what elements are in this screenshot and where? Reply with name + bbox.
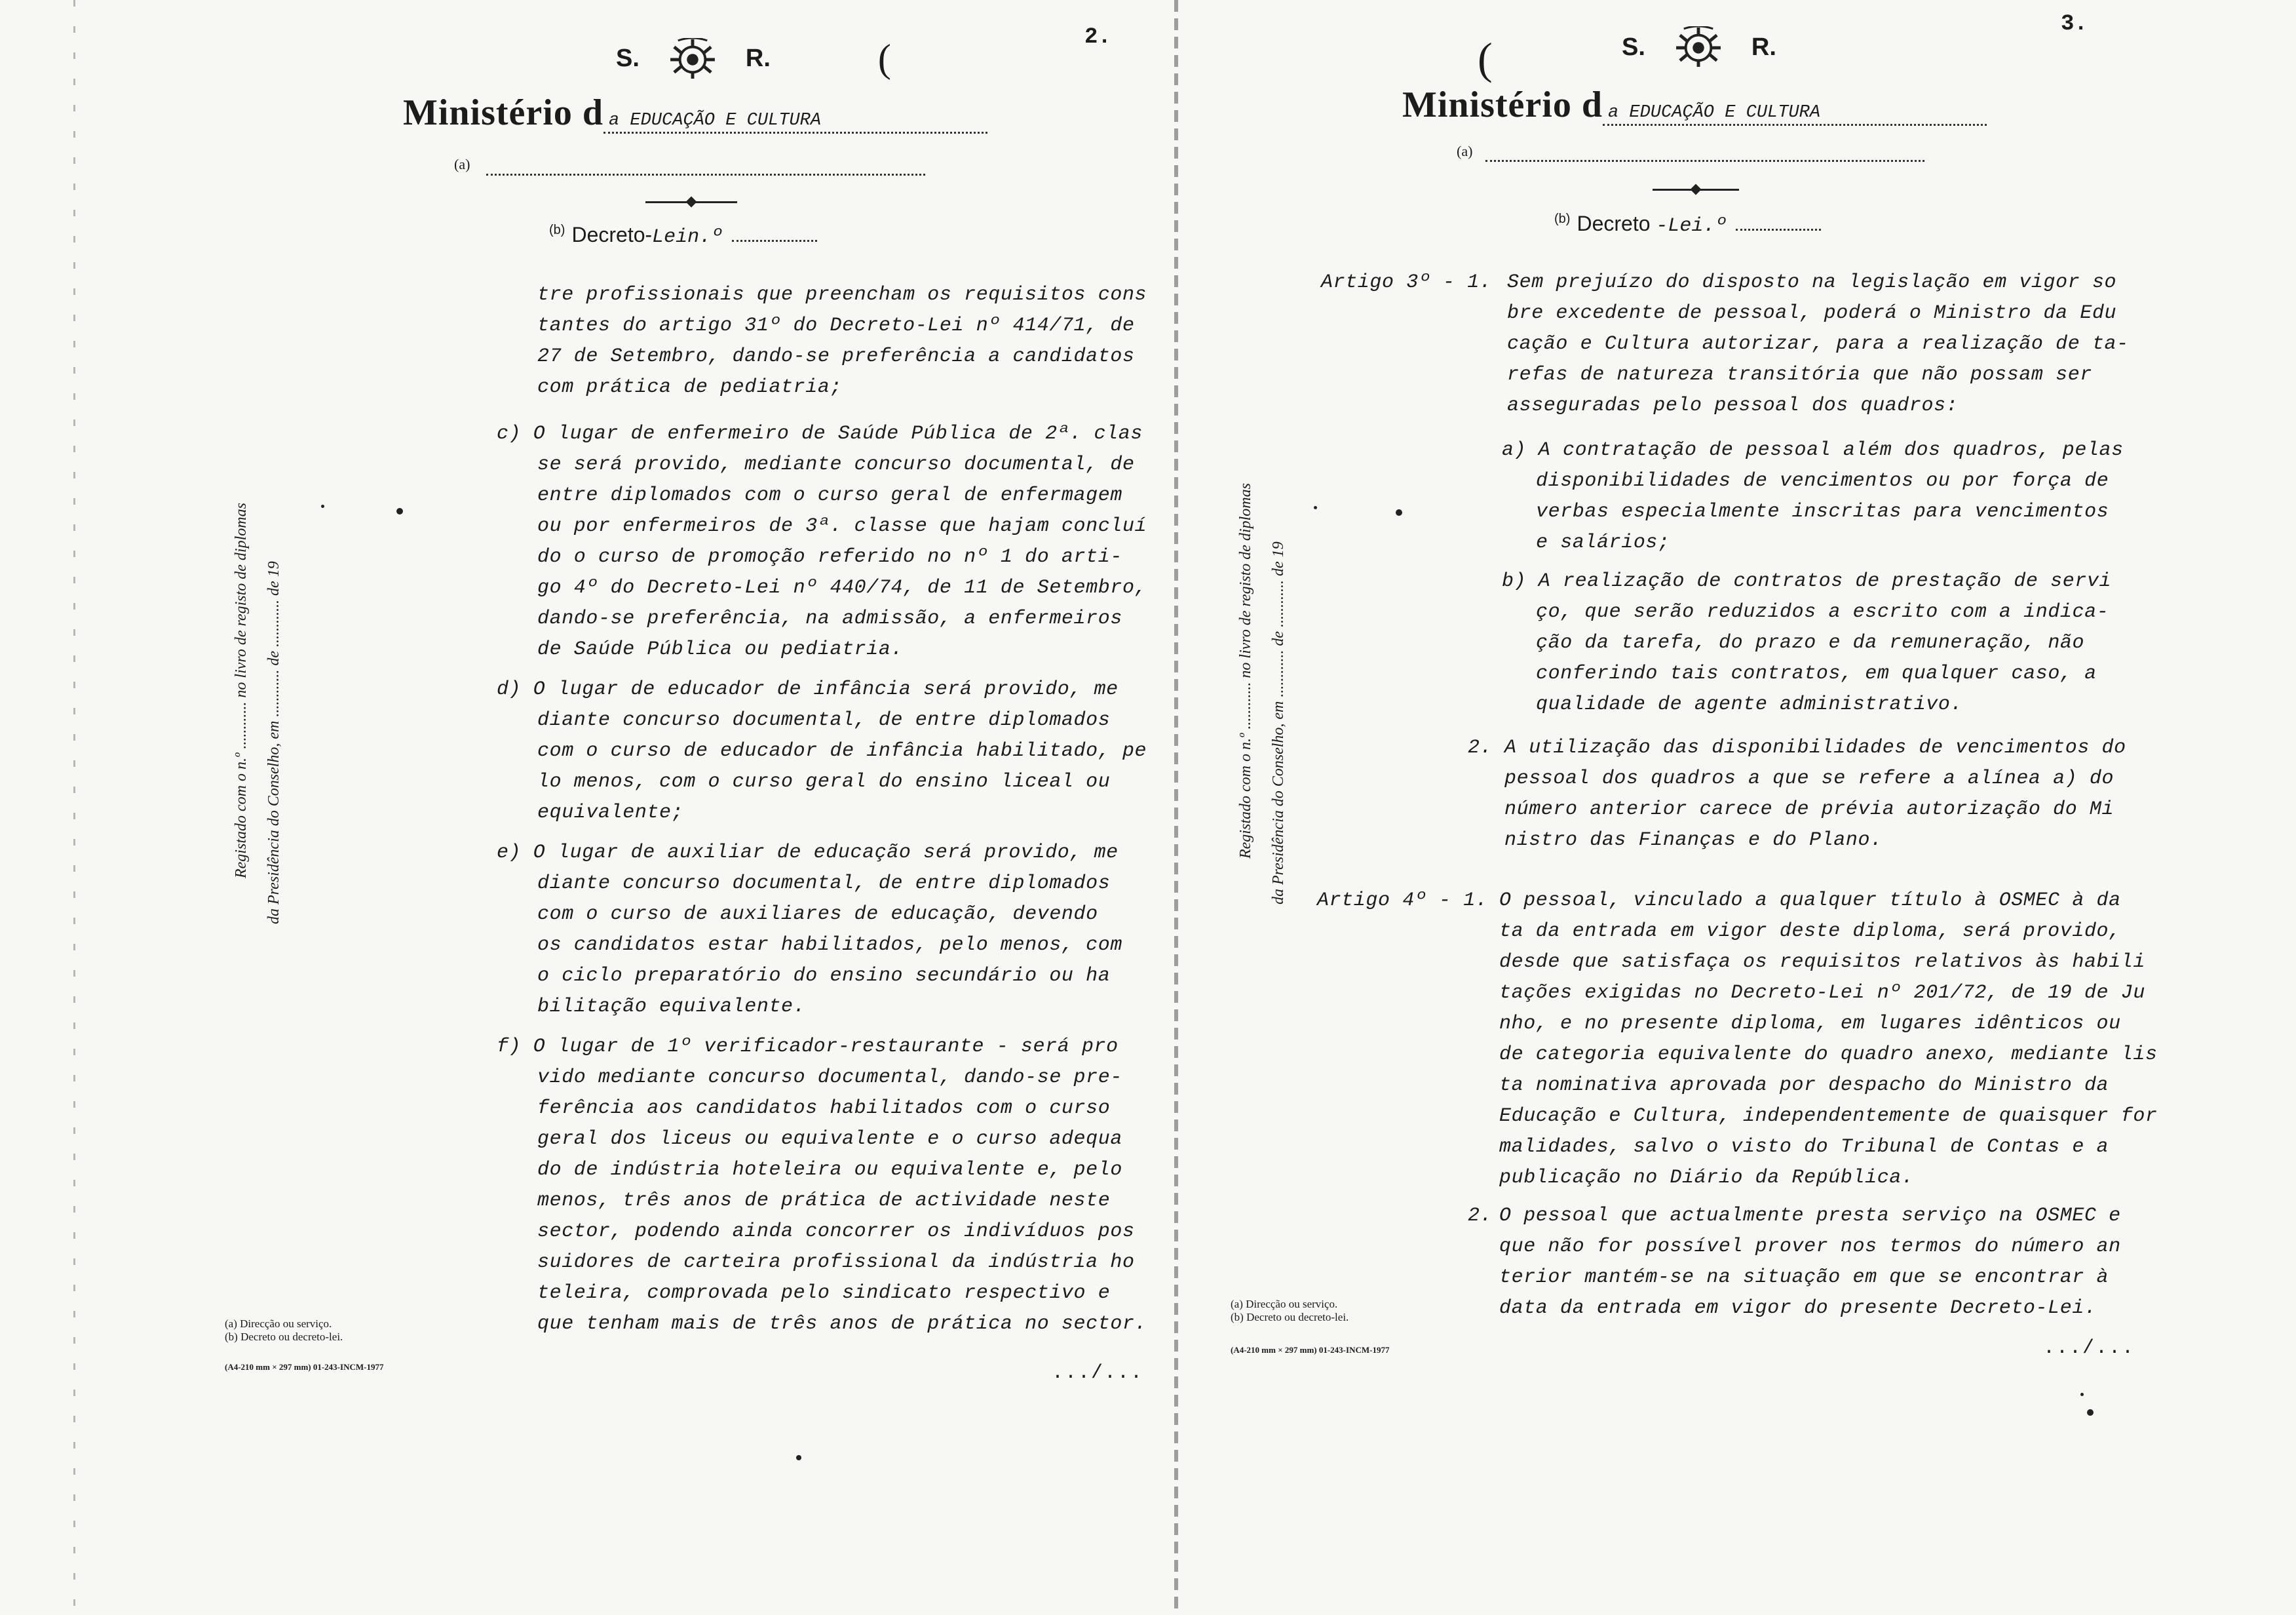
- body-line: refas de natureza transitória que não possam ser: [1507, 364, 2092, 386]
- body-line: terior mantém-se na situação em que se encontrar à: [1499, 1266, 2109, 1289]
- ink-speck: [321, 505, 324, 508]
- body-line: diante concurso documental, de entre diplomados: [537, 709, 1111, 731]
- body-line: pessoal dos quadros a que se refere a alínea a) do: [1504, 768, 2114, 790]
- body-line: go 4º do Decreto-Lei nº 440/74, de 11 de Setembro,: [537, 577, 1147, 599]
- imprint: (A4-210 mm × 297 mm) 01-243-INCM-1977: [1231, 1345, 1390, 1355]
- field-a-label: (a): [454, 156, 470, 172]
- body-line: com o curso de educador de infância habilitado, pe: [537, 740, 1147, 762]
- body-line: e salários;: [1536, 532, 1670, 554]
- decreto-label: Decreto: [1577, 212, 1656, 235]
- field-a-label: (a): [1457, 143, 1473, 159]
- body-line: de Saúde Pública ou pediatria.: [537, 638, 904, 661]
- body-line: qualidade de agente administrativo.: [1536, 693, 1963, 716]
- ministry-label: Ministério d: [1402, 85, 1603, 125]
- body-line: b) A realização de contratos de prestação de servi: [1502, 570, 2112, 593]
- body-line: se será provido, mediante concurso documental, de: [537, 454, 1135, 476]
- body-line: número anterior carece de prévia autorização do Mi: [1504, 798, 2114, 821]
- field-a-line: [486, 174, 925, 176]
- vertical-note-1: Registado com o n.º ............ no livro de registo de diplomas: [233, 503, 250, 878]
- footnote-a: (a) Direcção ou serviço.: [225, 1317, 332, 1330]
- decreto-line: [549, 223, 817, 248]
- decreto-dots: [732, 240, 817, 242]
- body-line: Educação e Cultura, independentemente de quaisquer for: [1499, 1105, 2158, 1127]
- continuation-mark: .../...: [1052, 1362, 1144, 1384]
- body-line: teleira, comprovada pelo sindicato respectivo e: [537, 1282, 1111, 1304]
- body-line: verbas especialmente inscritas para vencimentos: [1536, 501, 2109, 523]
- body-line: disponibilidades de vencimentos ou por força de: [1536, 470, 2109, 492]
- body-line: com o curso de auxiliares de educação, devendo: [537, 903, 1098, 925]
- body-line: que tenham mais de três anos de prática no sector.: [537, 1313, 1147, 1335]
- body-line: tre profissionais que preencham os requisitos cons: [537, 284, 1147, 306]
- artigo-3-item-2-label: 2.: [1468, 737, 1493, 759]
- body-line: c) O lugar de enfermeiro de Saúde Pública de 2ª. clas: [497, 423, 1143, 445]
- artigo-4-label: Artigo 4º - 1.: [1317, 889, 1488, 912]
- body-line: a) A contratação de pessoal além dos quadros, pelas: [1502, 439, 2124, 461]
- ministry-value: a EDUCAÇÃO E CULTURA: [603, 111, 987, 134]
- body-line: dando-se preferência, na admissão, a enfermeiros: [537, 608, 1122, 630]
- body-line: geral dos liceus ou equivalente e o curso adequa: [537, 1128, 1122, 1150]
- vertical-note-2: da Presidência do Conselho, em ............ de ............ de 19: [265, 561, 282, 924]
- body-line: ço, que serão reduzidos a escrito com a indica-: [1536, 601, 2109, 623]
- body-line: do de indústria hoteleira ou equivalente e, pelo: [537, 1159, 1122, 1181]
- body-line: ou por enfermeiros de 3ª. classe que hajam concluí: [537, 515, 1147, 537]
- body-line: sector, podendo ainda concorrer os indivíduos pos: [537, 1220, 1135, 1243]
- body-line: que não for possível prover nos termos do número an: [1499, 1236, 2121, 1258]
- header-mark: (: [1478, 33, 1493, 83]
- body-line: ta da entrada em vigor deste diploma, será provido,: [1499, 920, 2121, 943]
- vertical-note-1: Registado com o n.º ............ no livro de registo de diplomas: [1237, 483, 1254, 859]
- body-line: cação e Cultura autorizar, para a realização de ta-: [1507, 333, 2129, 355]
- decreto-sup: (b): [1554, 212, 1571, 227]
- body-line: asseguradas pelo pessoal dos quadros:: [1507, 395, 1959, 417]
- footnote-b: (b) Decreto ou decreto-lei.: [1231, 1311, 1349, 1323]
- footnotes: [225, 1317, 343, 1344]
- body-line: bre excedente de pessoal, poderá o Ministro da Edu: [1507, 302, 2117, 324]
- header-r: R.: [1751, 33, 1776, 61]
- body-line: nho, e no presente diploma, em lugares idênticos ou: [1499, 1013, 2121, 1035]
- body-line: lo menos, com o curso geral do ensino liceal ou: [537, 771, 1111, 793]
- body-line: O pessoal, vinculado a qualquer título à OSMEC à da: [1499, 889, 2121, 912]
- ministry-line: [403, 92, 987, 134]
- ink-speck: [396, 508, 403, 515]
- artigo-4-item-2-label: 2.: [1468, 1205, 1493, 1227]
- vertical-note-2: da Presidência do Conselho, em ............ de ............ de 19: [1270, 541, 1287, 905]
- decreto-label: Decreto-: [571, 223, 653, 246]
- ministry-label: Ministério d: [403, 92, 603, 133]
- body-line: publicação no Diário da República.: [1499, 1167, 1914, 1189]
- ink-speck: [796, 1455, 801, 1460]
- ink-speck: [2087, 1409, 2094, 1416]
- body-line: d) O lugar de educador de infância será provido, me: [497, 678, 1119, 701]
- body-line: desde que satisfaça os requisitos relativos às habili: [1499, 951, 2145, 973]
- header-mark: (: [877, 37, 891, 80]
- body-line: A utilização das disponibilidades de vencimentos do: [1504, 737, 2126, 759]
- body-line: suidores de carteira profissional da indústria ho: [537, 1251, 1135, 1274]
- body-line: entre diplomados com o curso geral de enfermagem: [537, 484, 1122, 507]
- decreto-lei: Lein.º: [652, 226, 723, 248]
- body-line: de categoria equivalente do quadro anexo, mediante lis: [1499, 1043, 2158, 1066]
- ministry-line: [1402, 84, 1987, 126]
- body-line: tações exigidas no Decreto-Lei nº 201/72, de 19 de Ju: [1499, 982, 2145, 1004]
- body-line: tantes do artigo 31º do Decreto-Lei nº 414/71, de: [537, 315, 1135, 337]
- right-page: [1179, 0, 2296, 1615]
- body-line: conferindo tais contratos, em qualquer caso, a: [1536, 663, 2097, 685]
- body-line: data da entrada em vigor do presente Decreto-Lei.: [1499, 1297, 2097, 1319]
- body-line: do o curso de promoção referido no nº 1 do arti-: [537, 546, 1122, 568]
- body-line: o ciclo preparatório do ensino secundário ou ha: [537, 965, 1111, 987]
- body-line: nistro das Finanças e do Plano.: [1504, 829, 1883, 851]
- body-line: ção da tarefa, do prazo e da remuneração, não: [1536, 632, 2085, 654]
- body-line: O pessoal que actualmente presta serviço na OSMEC e: [1499, 1205, 2121, 1227]
- artigo-3-label: Artigo 3º - 1.: [1321, 271, 1492, 294]
- imprint: (A4-210 mm × 297 mm) 01-243-INCM-1977: [225, 1362, 384, 1372]
- header-s: S.: [1622, 33, 1645, 61]
- body-line: com prática de pediatria;: [537, 376, 843, 399]
- decreto-lei: -Lei.º: [1656, 215, 1727, 237]
- decreto-sup: (b): [549, 223, 565, 238]
- footnotes: [1231, 1298, 1349, 1324]
- header-sr: [616, 36, 891, 81]
- body-line: e) O lugar de auxiliar de educação será provido, me: [497, 842, 1119, 864]
- body-line: diante concurso documental, de entre diplomados: [537, 872, 1111, 895]
- body-line: ta nominativa aprovada por despacho do Ministro da: [1499, 1074, 2109, 1097]
- field-a-line: [1485, 160, 1924, 162]
- header-divider: [1653, 189, 1739, 191]
- body-line: Sem prejuízo do disposto na legislação em vigor so: [1507, 271, 2117, 294]
- body-line: menos, três anos de prática de actividade neste: [537, 1190, 1111, 1212]
- continuation-mark: .../...: [2043, 1337, 2135, 1359]
- body-line: ferência aos candidatos habilitados com o curso: [537, 1097, 1111, 1119]
- body-line: 27 de Setembro, dando-se preferência a candidatos: [537, 345, 1135, 368]
- coat-of-arms-icon: [1674, 26, 1723, 68]
- decreto-dots: [1736, 229, 1821, 231]
- page-number: 2.: [1084, 25, 1111, 50]
- footnote-b: (b) Decreto ou decreto-lei.: [225, 1331, 343, 1343]
- footnote-a: (a) Direcção ou serviço.: [1231, 1298, 1338, 1310]
- body-line: bilitação equivalente.: [537, 996, 806, 1018]
- ink-speck: [2080, 1393, 2084, 1396]
- ink-speck: [1314, 506, 1317, 509]
- page-number: 3.: [2061, 12, 2088, 37]
- header-s: S.: [616, 45, 640, 72]
- header-sr: [1622, 26, 1776, 68]
- ministry-value: a EDUCAÇÃO E CULTURA: [1603, 103, 1987, 126]
- body-line: equivalente;: [537, 802, 684, 824]
- header-divider: [645, 201, 737, 203]
- header-r: R.: [745, 45, 771, 72]
- decreto-line: [1554, 212, 1821, 237]
- ink-speck: [1396, 509, 1402, 516]
- coat-of-arms-icon: [668, 38, 717, 80]
- body-line: os candidatos estar habilitados, pelo menos, com: [537, 934, 1122, 956]
- body-line: f) O lugar de 1º verificador-restaurante - será pro: [497, 1036, 1119, 1058]
- body-line: malidades, salvo o visto do Tribunal de Contas e a: [1499, 1136, 2109, 1158]
- body-line: vido mediante concurso documental, dando-se pre-: [537, 1066, 1122, 1089]
